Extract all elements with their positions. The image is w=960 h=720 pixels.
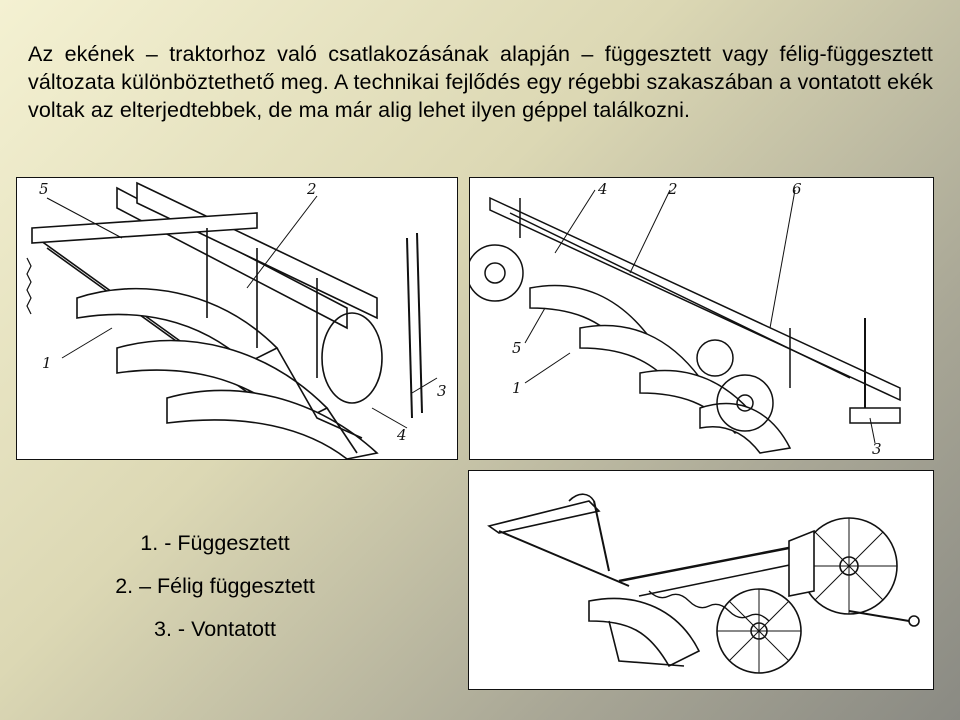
figure-label: 1 [512, 379, 522, 397]
figure-label: 2 [668, 180, 678, 198]
figure-label: 5 [512, 339, 522, 357]
figure-label: 5 [39, 180, 49, 198]
plough-types-legend [70, 522, 360, 651]
figure-label: 4 [397, 426, 407, 444]
mounted-plough-drawing [16, 177, 458, 460]
semi-mounted-plough-drawing [469, 177, 934, 460]
legend-item-semi-mounted: 2. – Félig függesztett [115, 574, 315, 598]
figure-label: 2 [307, 180, 317, 198]
intro-paragraph: Az ekének – traktorhoz való csatlakozásának alapján – függesztett vagy félig-függesztett változata különböztethető meg. A technikai fejlődés egy régebbi szakaszában a vontatott ekék voltak az elterjedtebbek, de ma már alig lehet ilyen géppel találkozni. [28, 42, 933, 122]
trailed-plough-drawing [468, 470, 934, 690]
figure-label: 3 [437, 382, 447, 400]
figure-label: 3 [872, 440, 882, 458]
legend-item-mounted: 1. - Függesztett [140, 531, 290, 555]
legend-item-trailed: 3. - Vontatott [154, 617, 276, 641]
figure-label: 6 [792, 180, 802, 198]
figure-label: 1 [42, 354, 52, 372]
figure-label: 4 [598, 180, 608, 198]
